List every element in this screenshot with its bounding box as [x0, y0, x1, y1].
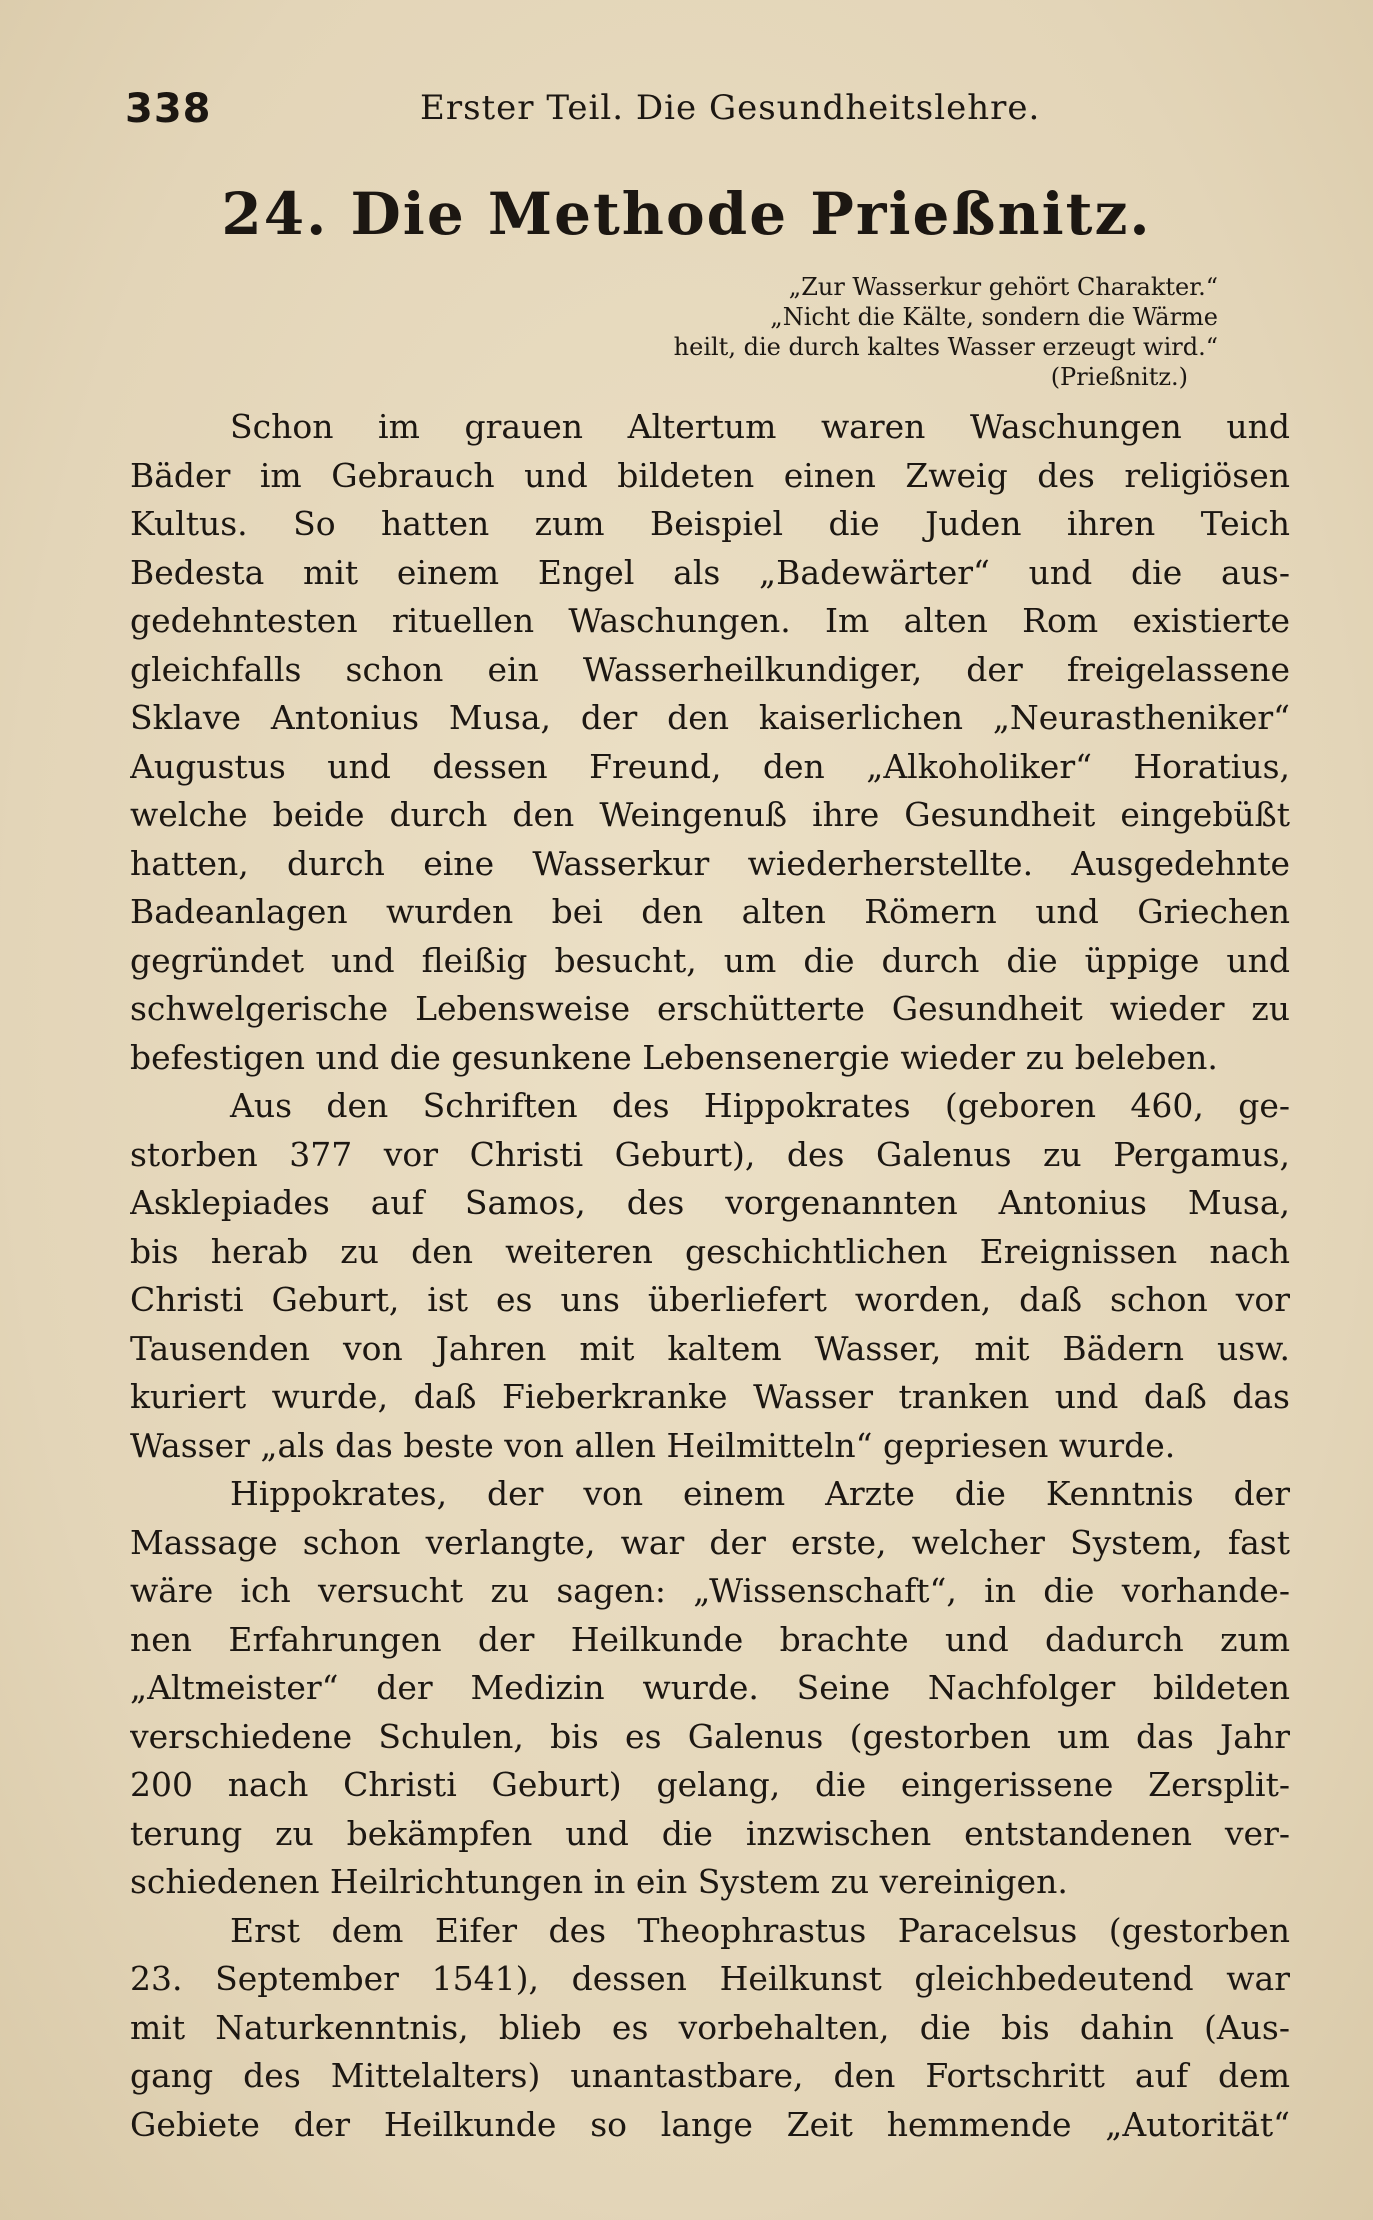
- text-line: storben 377 vor Christi Geburt), des Galenus zu Pergamus,: [130, 1134, 1290, 1174]
- running-title: Erster Teil. Die Gesundheitslehre.: [420, 88, 1041, 128]
- text-line: Badeanlagen wurden bei den alten Römern und Griechen: [130, 892, 1290, 931]
- text-line: Massage schon verlangte, war der erste, welcher System, fast: [130, 1522, 1290, 1562]
- text-line: Tausenden von Jahren mit kaltem Wasser, mit Bädern usw.: [130, 1328, 1290, 1368]
- text-line: Augustus und dessen Freund, den „Alkoholiker“ Horatius,: [130, 746, 1290, 786]
- text-line: kuriert wurde, daß Fieberkranke Wasser tranken und daß das: [130, 1377, 1290, 1416]
- text-line: Christi Geburt, ist es uns überliefert worden, daß schon vor: [130, 1280, 1290, 1319]
- text-line: gang des Mittelalters) unantastbare, den Fortschritt auf dem: [130, 2056, 1290, 2095]
- text-line: Aus den Schriften des Hippokrates (geboren 460, ge-: [230, 1086, 1290, 1125]
- text-line: Erst dem Eifer des Theophrastus Paracelsus (gestorben: [230, 1910, 1290, 1950]
- text-line: Wasser „als das beste von allen Heilmitteln“ gepriesen wurde.: [130, 1425, 1176, 1465]
- text-line: Bäder im Gebrauch und bildeten einen Zweig des religiösen: [130, 455, 1290, 495]
- text-line: Schon im grauen Altertum waren Waschungen und: [230, 407, 1290, 446]
- page-number: 338: [125, 86, 212, 132]
- text-line: gleichfalls schon ein Wasserheilkundiger, der freigelassene: [130, 649, 1290, 689]
- body-text: [130, 403, 1290, 2149]
- text-line: bis herab zu den weiteren geschichtlichen Ereignissen nach: [130, 1231, 1290, 1271]
- text-line: „Altmeister“ der Medizin wurde. Seine Nachfolger bildeten: [130, 1668, 1290, 1707]
- text-line: 200 nach Christi Geburt) gelang, die eingerissene Zersplit-: [130, 1765, 1290, 1804]
- chapter-title: 24. Die Methode Prießnitz.: [221, 180, 1152, 248]
- epigraph-attribution: (Prießnitz.): [1050, 363, 1188, 391]
- epigraph-line: „Zur Wasserkur gehört Charakter.“: [788, 273, 1218, 301]
- text-line: nen Erfahrungen der Heilkunde brachte und dadurch zum: [130, 1619, 1290, 1659]
- text-line: Sklave Antonius Musa, der den kaiserlichen „Neurastheniker“: [130, 698, 1290, 737]
- text-line: 23. September 1541), dessen Heilkunst gleichbedeutend war: [130, 1959, 1290, 1998]
- text-line: terung zu bekämpfen und die inzwischen entstandenen ver-: [130, 1813, 1290, 1853]
- text-line: Asklepiades auf Samos, des vorgenannten Antonius Musa,: [130, 1183, 1290, 1222]
- text-line: schwelgerische Lebensweise erschütterte Gesundheit wieder zu: [130, 989, 1290, 1028]
- text-line: gedehntesten rituellen Waschungen. Im alten Rom existierte: [130, 601, 1290, 640]
- text-line: welche beide durch den Weingenuß ihre Gesundheit eingebüßt: [130, 795, 1290, 834]
- text-line: verschiedene Schulen, bis es Galenus (gestorben um das Jahr: [130, 1716, 1290, 1756]
- text-line: Gebiete der Heilkunde so lange Zeit hemmende „Autorität“: [130, 2104, 1290, 2144]
- epigraph-line: heilt, die durch kaltes Wasser erzeugt wird.“: [673, 333, 1218, 361]
- text-line: Hippokrates, der von einem Arzte die Kenntnis der: [230, 1474, 1290, 1513]
- text-line: Kultus. So hatten zum Beispiel die Juden ihren Teich: [130, 504, 1290, 543]
- text-line: befestigen und die gesunkene Lebensenergie wieder zu beleben.: [130, 1037, 1218, 1077]
- running-header: [125, 78, 1305, 138]
- text-line: wäre ich versucht zu sagen: „Wissenschaft“, in die vorhande-: [130, 1571, 1290, 1610]
- text-line: mit Naturkenntnis, blieb es vorbehalten, die bis dahin (Aus-: [130, 2007, 1290, 2047]
- epigraph: [578, 272, 1218, 392]
- epigraph-line: „Nicht die Kälte, sondern die Wärme: [770, 303, 1218, 331]
- text-line: gegründet und fleißig besucht, um die durch die üppige und: [130, 940, 1290, 980]
- text-line: schiedenen Heilrichtungen in ein System zu vereinigen.: [130, 1862, 1068, 1901]
- text-line: Bedesta mit einem Engel als „Badewärter“ und die aus-: [130, 552, 1290, 592]
- text-line: hatten, durch eine Wasserkur wiederherstellte. Ausgedehnte: [130, 843, 1290, 883]
